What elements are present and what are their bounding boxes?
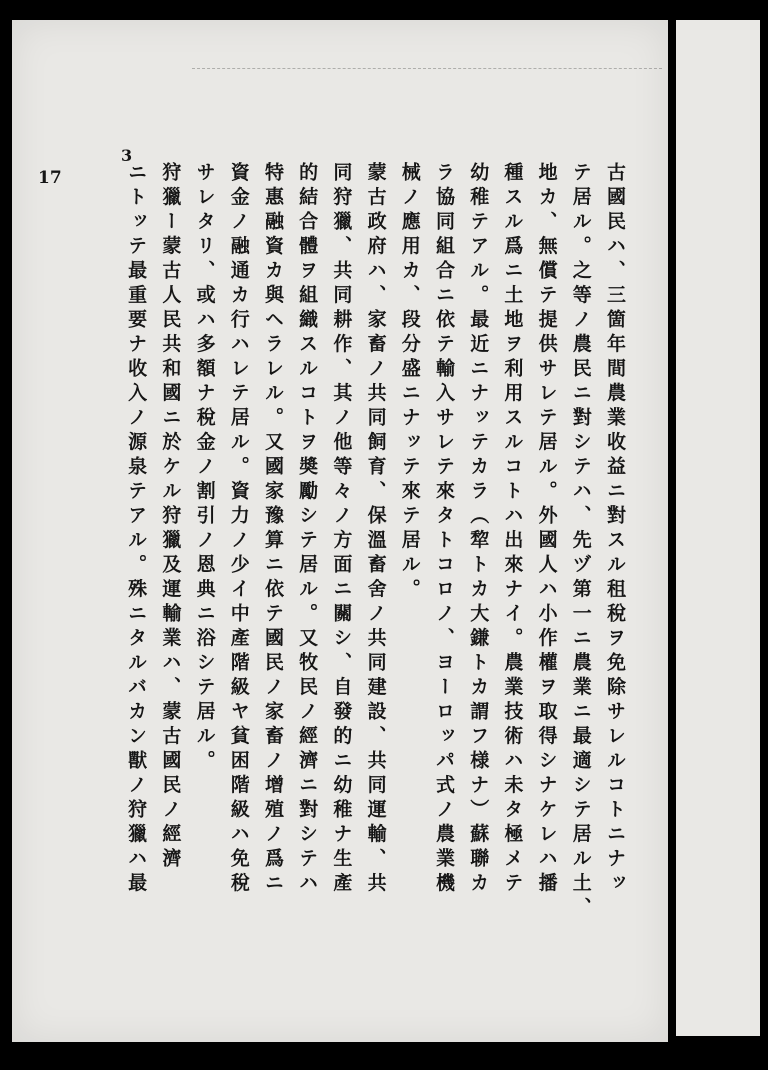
text-line: ニトッテ最重要ナ收入ノ源泉テアル。殊ニタルバカン獸ノ狩獵ハ最 <box>125 162 148 897</box>
page-gutter <box>668 20 676 1042</box>
document-page <box>12 20 668 1042</box>
text-line: 資金ノ融通カ行ハレテ居ル。資力ノ少イ中產階級ヤ貧困階級ハ免稅 <box>227 162 250 897</box>
text-line: 古國民ハ、三箇年間農業收益ニ對スル租稅ヲ免除サレルコトニナッ <box>604 162 626 897</box>
text-line: テ居ル。之等ノ農民ニ對シテハ、先ヅ第一ニ農業ニ最適シテ居ル土、 <box>569 162 592 922</box>
text-line: 狩獵ー蒙古人民共和國ニ於ケル狩獵及運輸業ハ、蒙古國民ノ經濟 <box>159 162 182 873</box>
text-line: 同狩獵、共同耕作、其ノ他等々ノ方面ニ關シ、自發的ニ幼稚ナ生產 <box>330 162 353 897</box>
body-text <box>119 162 632 942</box>
page-number: 17 <box>38 168 62 188</box>
text-line: 種スル爲ニ土地ヲ利用スルコトハ出來ナイ。農業技術ハ未タ極メテ <box>501 162 524 897</box>
text-line: サレタリ、或ハ多額ナ稅金ノ割引ノ恩典ニ浴シテ居ル。 <box>193 162 216 775</box>
facing-page-edge <box>676 20 760 1036</box>
text-line: 械ノ應用カ、段分盛ニナッテ來テ居ル。 <box>398 162 421 603</box>
text-line: 幼稚テアル。最近ニナッテカラ（犂トカ大鎌トカ謂フ様ナ）蘇聯カ <box>467 162 490 897</box>
text-line: 的結合體ヲ組織スルコトヲ奬勵シテ居ル。又牧民ノ經濟ニ對シテハ <box>296 162 319 897</box>
text-line: 特惠融資カ與ヘラレル。又國家豫算ニ依テ國民ノ家畜ノ增殖ノ爲ニ <box>261 162 284 897</box>
text-line: 蒙古政府ハ、家畜ノ共同飼育、保溫畜舍ノ共同建設、共同運輸、共 <box>364 162 387 897</box>
text-line: ラ協同組合ニ依テ輸入サレテ來タトコロノ、ヨーロッパ式ノ農業機 <box>432 162 455 897</box>
note-number: 3 <box>121 146 133 165</box>
text-line: 地カ、無償テ提供サレテ居ル。外國人ハ小作權ヲ取得シナケレハ播 <box>535 162 558 897</box>
